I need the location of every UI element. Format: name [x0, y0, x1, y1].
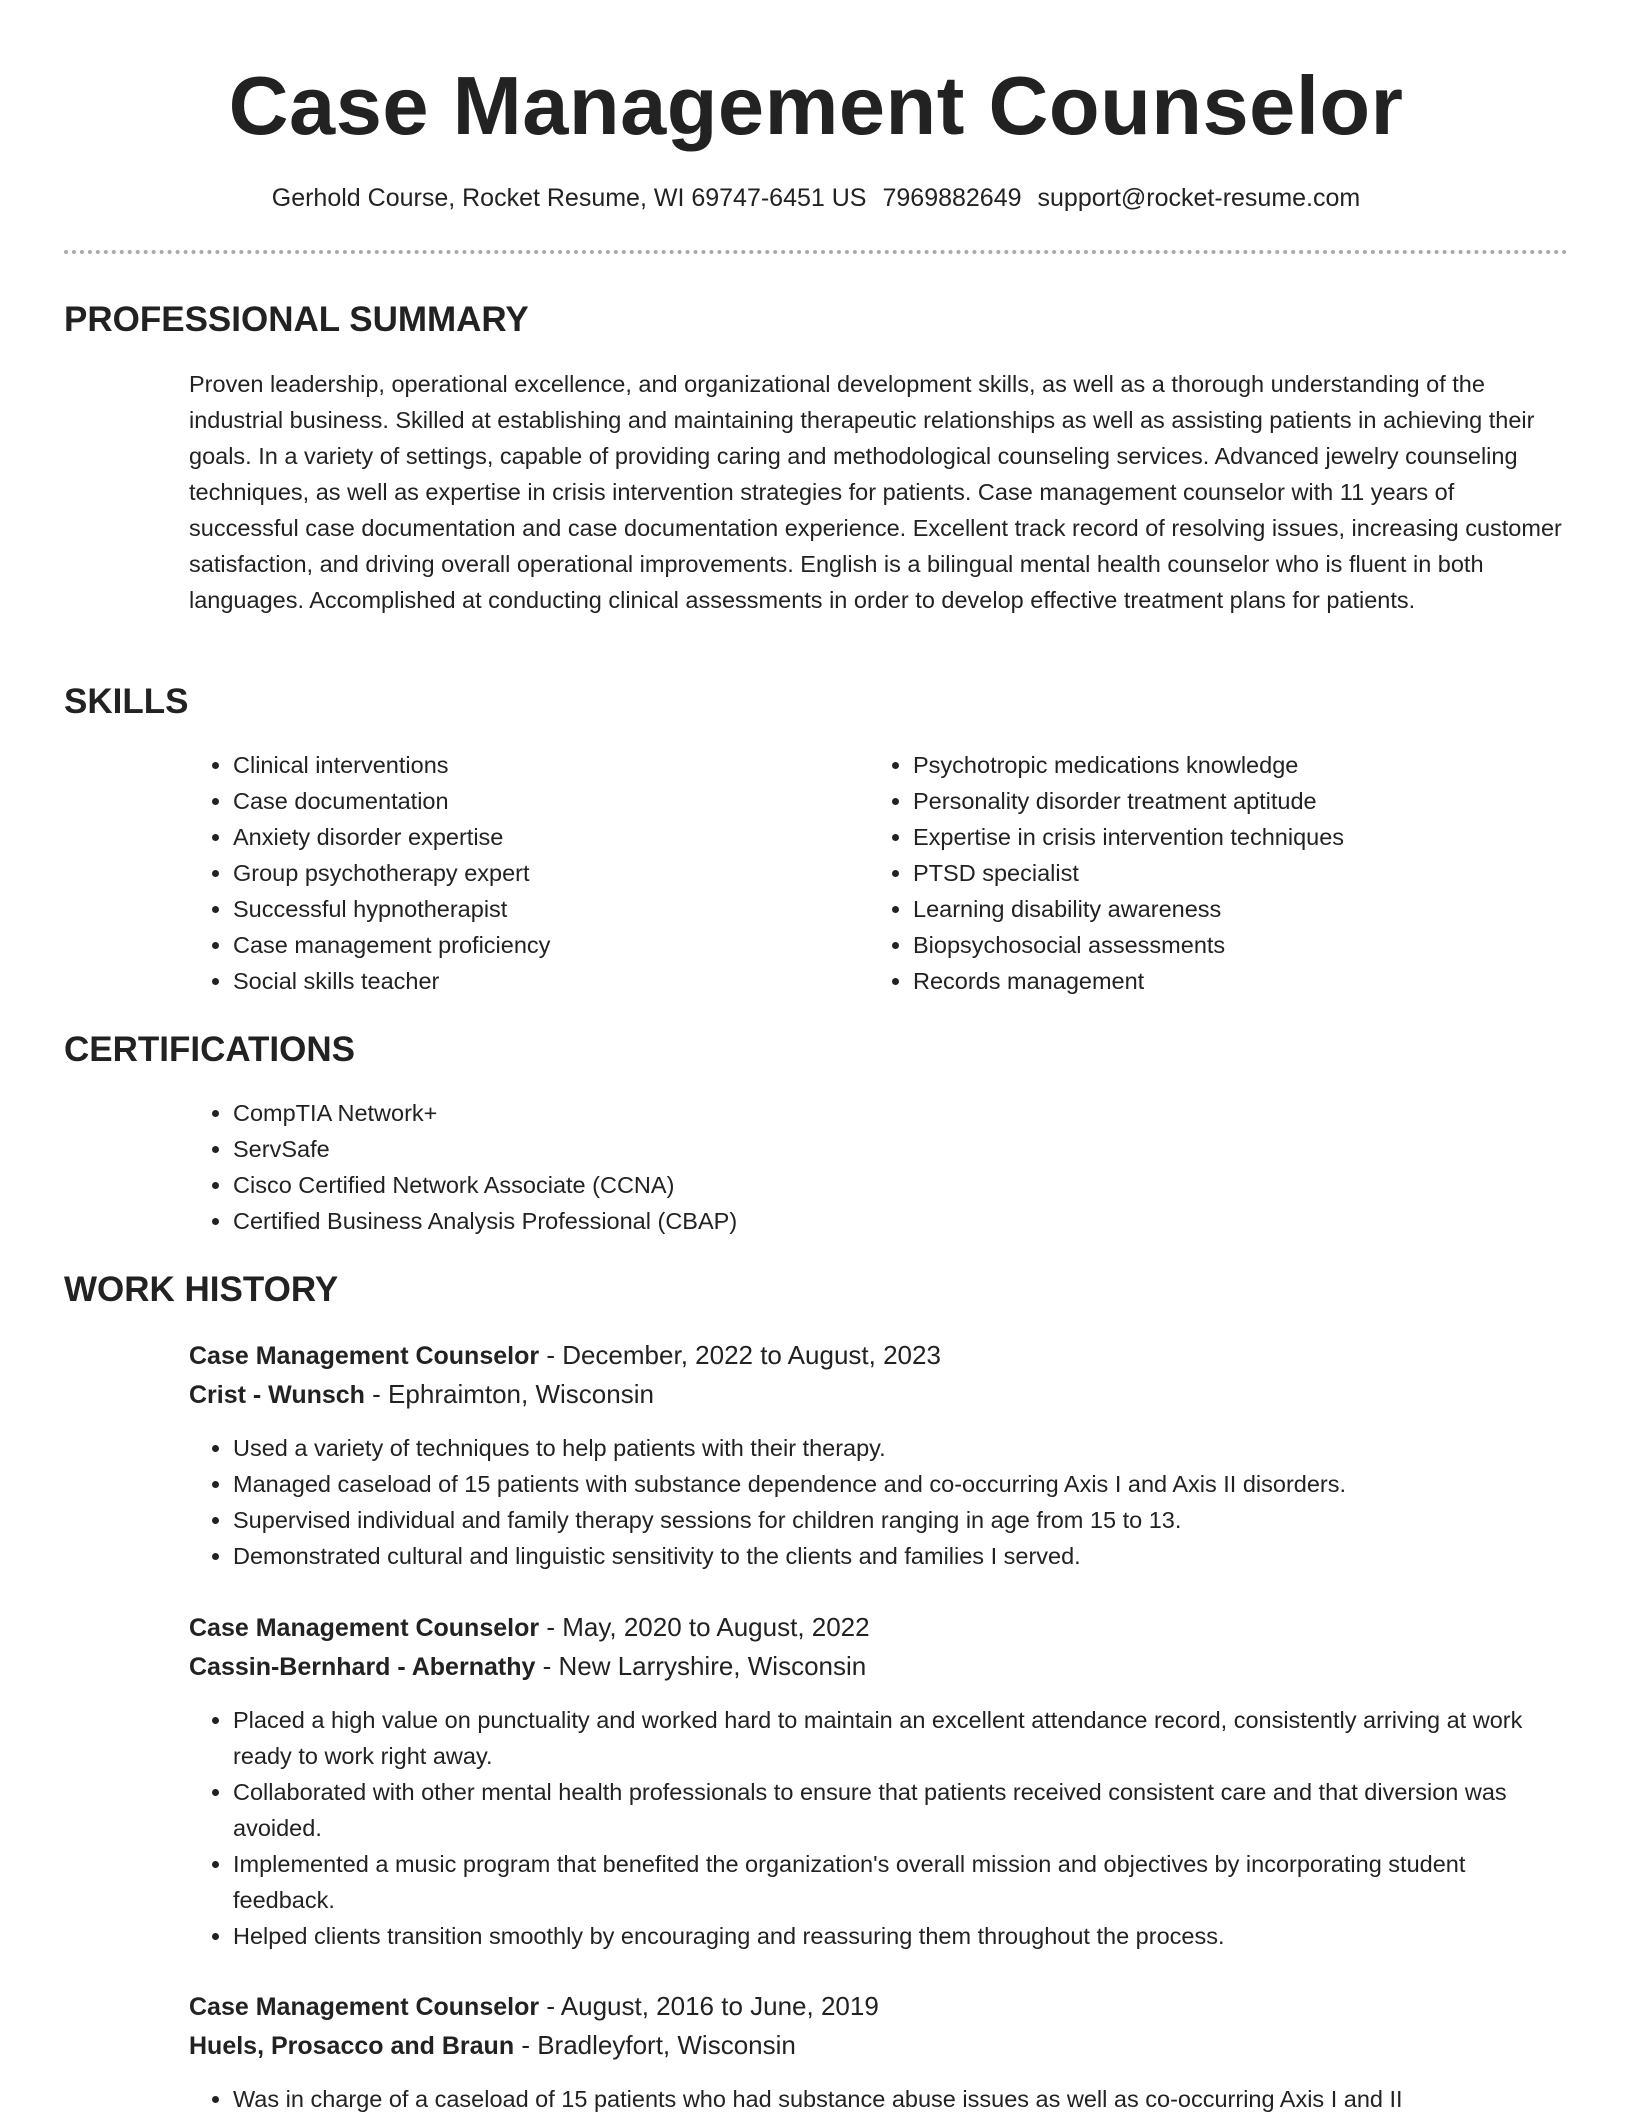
- certifications-list: [189, 1095, 1189, 1239]
- job-dates: - December, 2022 to August, 2023: [539, 1340, 941, 1370]
- work-history-heading: WORK HISTORY: [64, 1270, 339, 1309]
- job-title-line: [189, 1987, 1569, 2026]
- summary-heading: PROFESSIONAL SUMMARY: [64, 300, 529, 339]
- list-item: • Implemented a music program that benefited the organization's overall mission and objectives by incorporating student feedback.: [233, 1846, 1569, 1918]
- job-company-line: [189, 2026, 1569, 2065]
- list-item: • Was in charge of a caseload of 15 patients who had substance abuse issues as well as co-occurring Axis I and II: [233, 2081, 1569, 2117]
- list-item: • Certified Business Analysis Professional (CBAP): [233, 1203, 1189, 1239]
- contact-address: Gerhold Course, Rocket Resume, WI 69747-6451 US: [271, 184, 867, 212]
- list-item: • Records management: [913, 963, 1529, 999]
- list-item: • Anxiety disorder expertise: [233, 819, 849, 855]
- job-entry: [189, 1987, 1569, 2117]
- header-divider: [64, 250, 1568, 254]
- list-item: • Collaborated with other mental health professionals to ensure that patients received consistent care and that diversion was avoided.: [233, 1774, 1569, 1846]
- list-item: • Placed a high value on punctuality and worked hard to maintain an excellent attendance record, consistently arriving at work ready to work right away.: [233, 1702, 1569, 1774]
- list-item: • ServSafe: [233, 1131, 1189, 1167]
- job-title-line: [189, 1336, 1569, 1375]
- skills-right-column: [869, 747, 1529, 999]
- job-entry: [189, 1608, 1569, 1954]
- list-item: • Personality disorder treatment aptitude: [913, 783, 1529, 819]
- job-company: Huels, Prosacco and Braun: [189, 2032, 515, 2060]
- skills-left-list: [189, 747, 849, 999]
- job-role: Case Management Counselor: [189, 1993, 540, 2021]
- list-item: • CompTIA Network+: [233, 1095, 1189, 1131]
- list-item: • Biopsychosocial assessments: [913, 927, 1529, 963]
- job-company-line: [189, 1375, 1569, 1414]
- job-company: Cassin-Bernhard - Abernathy: [189, 1653, 536, 1681]
- contact-phone: 7969882649: [882, 184, 1022, 212]
- list-item: • Case management proficiency: [233, 927, 849, 963]
- list-item: • PTSD specialist: [913, 855, 1529, 891]
- skills-right-list: [869, 747, 1529, 999]
- list-item: • Used a variety of techniques to help patients with their therapy.: [233, 1430, 1569, 1466]
- list-item: • Clinical interventions: [233, 747, 849, 783]
- skills-heading: SKILLS: [64, 682, 189, 721]
- job-location: - Ephraimton, Wisconsin: [364, 1379, 654, 1409]
- job-company: Crist - Wunsch: [189, 1381, 365, 1409]
- certifications-heading: CERTIFICATIONS: [64, 1030, 356, 1069]
- list-item: • Expertise in crisis intervention techniques: [913, 819, 1529, 855]
- list-item: • Supervised individual and family therapy sessions for children ranging in age from 15 to 13.: [233, 1502, 1569, 1538]
- job-entry: [189, 1336, 1569, 1574]
- job-location: - Bradleyfort, Wisconsin: [514, 2030, 796, 2060]
- list-item: • Case documentation: [233, 783, 849, 819]
- contact-email[interactable]: support@rocket-resume.com: [1037, 184, 1361, 212]
- job-title-line: [189, 1608, 1569, 1647]
- list-item: • Group psychotherapy expert: [233, 855, 849, 891]
- list-item: • Psychotropic medications knowledge: [913, 747, 1529, 783]
- job-role: Case Management Counselor: [189, 1342, 540, 1370]
- job-bullets: [189, 1702, 1569, 1954]
- list-item: • Social skills teacher: [233, 963, 849, 999]
- list-item: • Learning disability awareness: [913, 891, 1529, 927]
- contact-line: [0, 180, 1632, 216]
- job-company-line: [189, 1647, 1569, 1686]
- job-location: - New Larryshire, Wisconsin: [535, 1651, 867, 1681]
- job-role: Case Management Counselor: [189, 1614, 540, 1642]
- list-item: • Cisco Certified Network Associate (CCNA): [233, 1167, 1189, 1203]
- job-bullets: [189, 1430, 1569, 1574]
- list-item: • Successful hypnotherapist: [233, 891, 849, 927]
- list-item: • Managed caseload of 15 patients with substance dependence and co-occurring Axis I and Axis II disorders.: [233, 1466, 1569, 1502]
- certifications-block: [189, 1095, 1189, 1239]
- job-dates: - August, 2016 to June, 2019: [539, 1991, 879, 2021]
- job-dates: - May, 2020 to August, 2022: [539, 1612, 870, 1642]
- list-item: • Helped clients transition smoothly by encouraging and reassuring them throughout the process.: [233, 1918, 1569, 1954]
- resume-name: Case Management Counselor: [228, 59, 1404, 152]
- skills-left-column: [189, 747, 849, 999]
- list-item: • Demonstrated cultural and linguistic sensitivity to the clients and families I served.: [233, 1538, 1569, 1574]
- summary-text: Proven leadership, operational excellence, and organizational development skills, as well as a thorough understanding of the industrial business. Skilled at establishing and maintaining therapeutic relationships as well as assisting patients in achieving their goals. In a variety of settings, capable of providing caring and methodological counseling services. Advanced jewelry counseling techniques, as well as expertise in crisis intervention strategies for patients. Case management counselor with 11 years of successful case documentation and case documentation experience. Excellent track record of resolving issues, increasing customer satisfaction, and driving overall operational improvements. English is a bilingual mental health counselor who is fluent in both languages. Accomplished at conducting clinical assessments in order to develop effective treatment plans for patients.: [189, 371, 1562, 613]
